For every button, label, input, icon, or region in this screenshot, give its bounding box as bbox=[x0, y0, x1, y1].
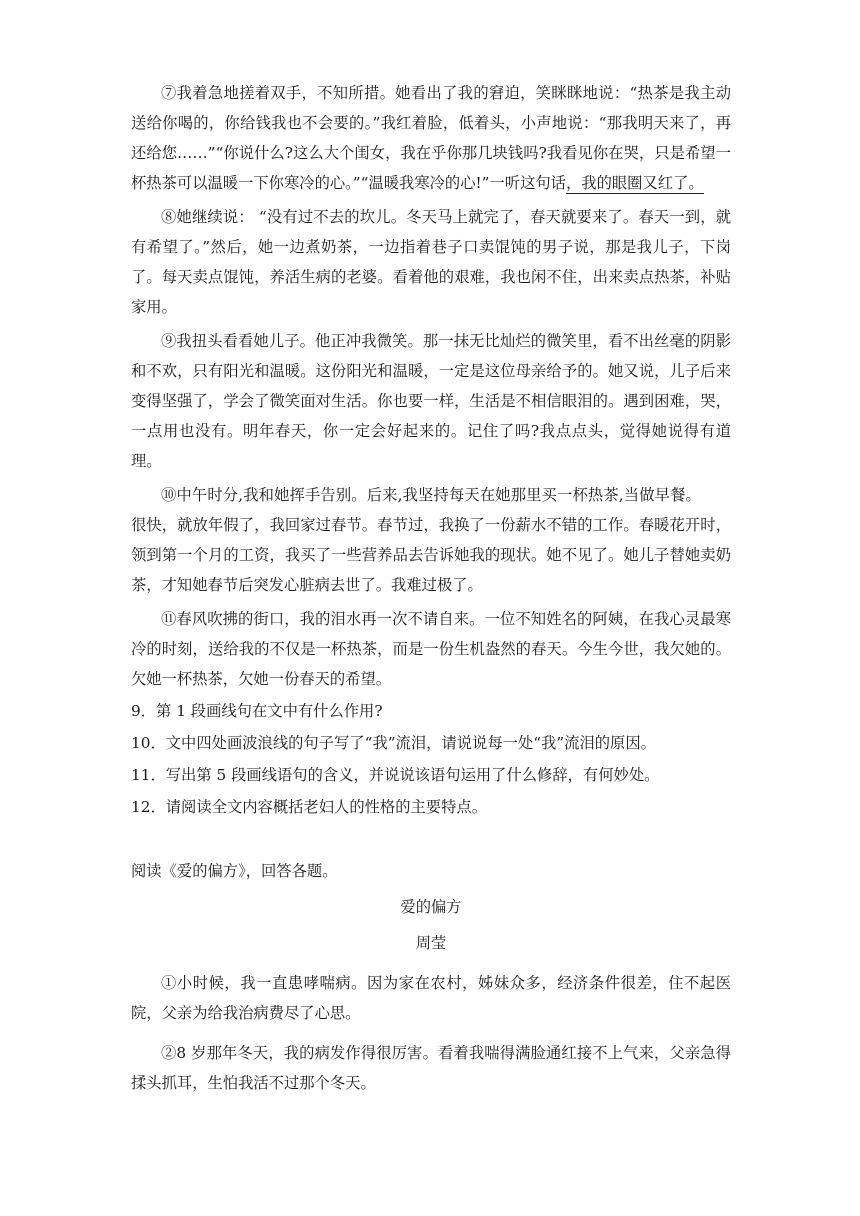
paragraph-10-first: ⑩中午时分,我和她挥手告别。后来,我坚持每天在她那里买一杯热茶,当做早餐。 bbox=[161, 486, 701, 504]
paragraph-8: ⑧她继续说： “没有过不去的坎儿。冬天马上就完了，春天就要来了。春天一到，就有希望了。”然后，她一边煮奶茶，一边指着巷子口卖馄饨的男子说，那是我儿子，下岗了。每天卖点馄饨，养活生病的老婆。看着他的艰难，我也闲不住，出来卖点热茶，补贴家用。 bbox=[131, 208, 731, 316]
reading-paragraph-2: ②8 岁那年冬天，我的病发作得很厉害。看着我喘得满脸通红接不上气来，父亲急得揉头抓耳，生怕我活不过那个冬天。 bbox=[131, 1044, 731, 1092]
question-12: 12．请阅读全文内容概括老妇人的性格的主要特点。 bbox=[131, 798, 487, 816]
question-10: 10．文中四处画波浪线的句子写了“我”流泪，请说说每一处“我”流泪的原因。 bbox=[131, 734, 656, 752]
paragraph-11: ⑪春风吹拂的街口，我的泪水再一次不请自来。一位不知姓名的阿姨，在我心灵最寒冷的时刻，送给我的不仅是一杯热茶，而是一份生机盎然的春天。今生今世，我欠她的。欠她一杯热茶，欠她一份春天的希望。 bbox=[131, 610, 731, 688]
paragraph-7-text: ⑦我着急地搓着双手，不知所措。她看出了我的窘迫，笑眯眯地说：“热茶是我主动送给你喝的，你给钱我也不会要的。”我红着脸，低着头，小声地说：“那我明天来了，再还给您……”“你说什么?这么大个闺女，我在乎你那几块钱吗?我看见你在哭，只是希望一杯热茶可以温暖一下你寒冷的心。”“温暖我寒冷的心!”一听这句话 bbox=[131, 84, 731, 192]
paragraph-10 bbox=[131, 480, 731, 600]
reading-author: 周莹 bbox=[415, 934, 447, 952]
reading-title: 爱的偏方 bbox=[400, 898, 462, 916]
document-content bbox=[131, 78, 731, 1108]
paragraph-9: ⑨我扭头看看她儿子。他正冲我微笑。那一抹无比灿烂的微笑里，看不出丝毫的阴影和不欢，只有阳光和温暖。这份阳光和温暖，一定是这位母亲给予的。她又说，儿子后来变得坚强了，学会了微笑面对生活。你也要一样，生活是不相信眼泪的。遇到困难，哭，一点用也没有。明年春天，你一定会好起来的。记住了吗?我点点头，觉得她说得有道理。 bbox=[131, 332, 731, 470]
paragraph-7 bbox=[131, 78, 731, 198]
reading-intro: 阅读《爱的偏方》，回答各题。 bbox=[131, 862, 338, 880]
underlined-sentence: ，我的眼圈又红了。 bbox=[565, 174, 704, 192]
question-9: 9．第 1 段画线句在文中有什么作用? bbox=[131, 702, 383, 720]
paragraph-10-second: 很快，就放年假了，我回家过春节。春节过，我换了一份薪水不错的工作。春暖花开时，领到第一个月的工资，我买了一些营养品去告诉她我的现状。她不见了。她儿子替她卖奶茶，才知她春节后突发心脏病去世了。我难过极了。 bbox=[131, 516, 731, 594]
question-11: 11．写出第 5 段画线语句的含义，并说说该语句运用了什么修辞，有何妙处。 bbox=[131, 766, 660, 784]
reading-paragraph-1: ①小时候，我一直患哮喘病。因为家在农村，姊妹众多，经济条件很差，住不起医院，父亲为给我治病费尽了心思。 bbox=[131, 974, 731, 1022]
